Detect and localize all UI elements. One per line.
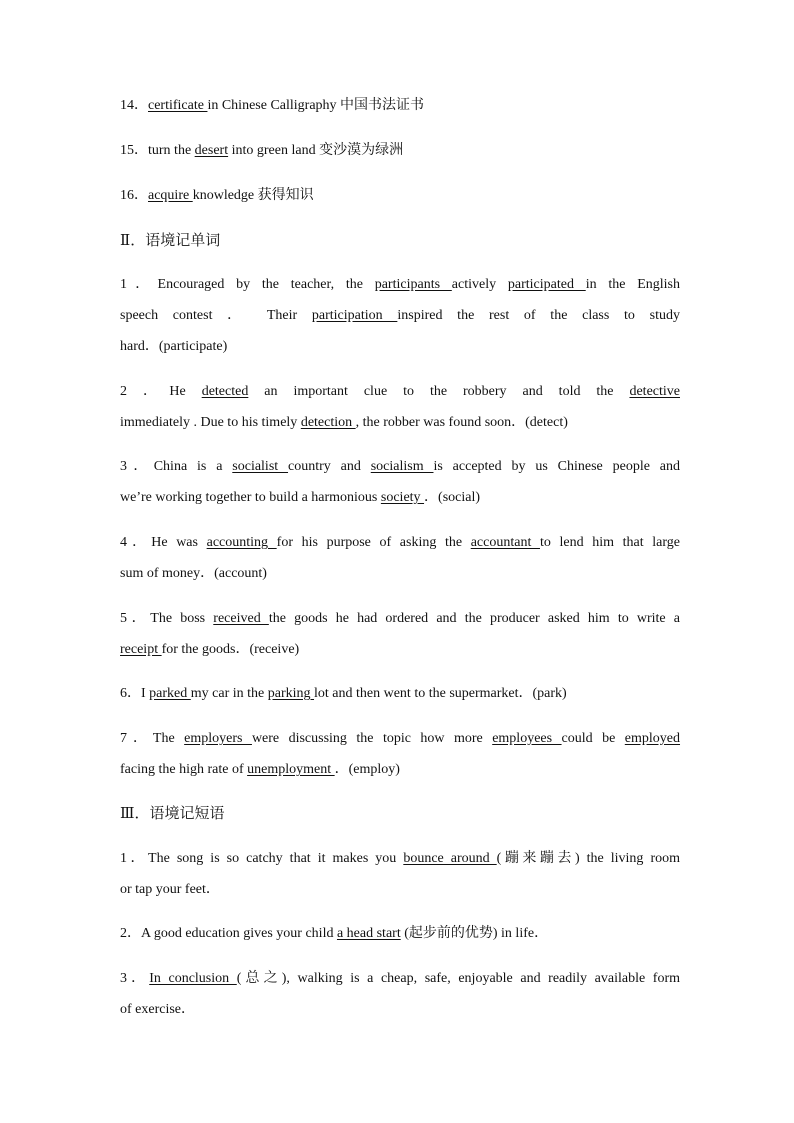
vocab-item-14	[120, 96, 680, 116]
text-segment: sum of money．(account)	[120, 566, 267, 581]
text-segment: 14．	[120, 98, 148, 113]
text-segment: in the English	[585, 277, 681, 292]
text-segment: in Chinese Calligraphy 中国书法证书	[207, 98, 425, 113]
answer-blank: participation	[311, 308, 398, 323]
phrase-exercise-1-line-1	[120, 849, 680, 869]
text-segment: Ⅲ．语境记短语	[120, 806, 225, 822]
exercise-7-line-1	[120, 729, 680, 749]
answer-blank: acquire	[148, 188, 193, 203]
answer-blank: bounce around	[403, 851, 497, 866]
text-segment: 15．turn the	[120, 143, 195, 158]
text-segment: immediately . Due to his timely	[120, 415, 301, 430]
text-segment: or tap your feet．	[120, 882, 220, 897]
exercise-1-line-3	[120, 337, 680, 357]
vocab-item-15	[120, 141, 680, 161]
text-segment: 7．The	[120, 731, 185, 746]
answer-blank: received	[213, 611, 269, 626]
text-segment: is accepted by us Chinese people and	[433, 459, 681, 474]
answer-blank: participated	[507, 277, 586, 292]
text-segment: 3．	[120, 971, 150, 986]
text-segment: an important clue to the robbery and told the	[248, 384, 630, 399]
answer-blank: employers	[184, 731, 252, 746]
exercise-2-line-1	[120, 382, 680, 402]
answer-blank: detective	[629, 384, 680, 399]
text-segment: 1．Encouraged by the teacher, the	[120, 277, 375, 292]
text-segment: 1．The song is so catchy that it makes you	[120, 851, 404, 866]
text-segment: could be	[561, 731, 625, 746]
text-segment: were discussing the topic how more	[251, 731, 493, 746]
answer-blank: a head start	[336, 926, 401, 941]
answer-blank: employees	[492, 731, 562, 746]
text-segment: actively	[451, 277, 508, 292]
text-segment: speech contest ． Their	[120, 308, 312, 323]
text-segment: 6．I	[120, 686, 150, 701]
text-segment: (总之), walking is a cheap, safe, enjoyable and readily available form	[236, 971, 681, 986]
exercise-1-line-2	[120, 306, 680, 326]
answer-blank: socialist	[232, 459, 289, 474]
answer-blank: unemployment	[247, 762, 335, 777]
text-segment: (蹦来蹦去) the living room	[496, 851, 680, 866]
answer-blank: detected	[201, 384, 249, 399]
exercise-4-line-1	[120, 533, 680, 553]
exercise-2-line-2	[120, 413, 680, 433]
text-segment: the goods he had ordered and the producer asked him to write a	[268, 611, 680, 626]
answer-blank: participants	[374, 277, 452, 292]
text-segment: lot and then went to the supermarket．(park)	[314, 686, 567, 701]
answer-blank: accounting	[206, 535, 277, 550]
answer-blank: In conclusion	[149, 971, 237, 986]
exercise-6-line-1	[120, 684, 680, 704]
text-segment: hard．(participate)	[120, 339, 228, 354]
text-segment: Ⅱ．语境记单词	[120, 233, 221, 249]
text-segment: ．(employ)	[334, 762, 400, 777]
exercise-5-line-1	[120, 609, 680, 629]
text-segment: 3．China is a	[120, 459, 233, 474]
exercise-4-line-2	[120, 564, 680, 584]
section-heading-words-in-context	[120, 231, 680, 251]
text-segment: (起步前的优势) in life．	[400, 926, 549, 941]
answer-blank: accountant	[470, 535, 540, 550]
exercise-3-line-2	[120, 488, 680, 508]
exercise-3-line-1	[120, 457, 680, 477]
text-segment: 4．He was	[120, 535, 207, 550]
text-segment: inspired the rest of the class to study	[397, 308, 680, 323]
answer-blank: parked	[149, 686, 191, 701]
answer-blank: parking	[267, 686, 315, 701]
phrase-exercise-1-line-2	[120, 880, 680, 900]
answer-blank: socialism	[370, 459, 434, 474]
text-segment: into green land 变沙漠为绿洲	[228, 143, 404, 158]
text-segment: ．(social)	[424, 490, 481, 505]
text-segment: facing the high rate of	[120, 762, 248, 777]
text-segment: 2．A good education gives your child	[120, 926, 337, 941]
text-segment: , the robber was found soon．(detect)	[355, 415, 568, 430]
text-segment: for his purpose of asking the	[276, 535, 471, 550]
exercise-7-line-2	[120, 760, 680, 780]
text-segment: 16．	[120, 188, 148, 203]
text-segment: knowledge 获得知识	[192, 188, 314, 203]
answer-blank: detection	[300, 415, 356, 430]
phrase-exercise-3-line-1	[120, 969, 680, 989]
answer-blank: receipt	[120, 642, 162, 657]
text-segment: we’re working together to build a harmonious	[120, 490, 381, 505]
text-segment: 2 ．He	[120, 384, 202, 399]
phrase-exercise-2-line-1	[120, 924, 680, 944]
answer-blank: certificate	[148, 98, 208, 113]
phrase-exercise-3-line-2	[120, 1000, 680, 1020]
exercise-1-line-1	[120, 275, 680, 295]
text-segment: for the goods．(receive)	[161, 642, 300, 657]
answer-blank: desert	[194, 143, 229, 158]
text-segment: 5．The boss	[120, 611, 214, 626]
text-segment: of exercise．	[120, 1002, 196, 1017]
text-segment: country and	[288, 459, 371, 474]
vocab-item-16	[120, 186, 680, 206]
answer-blank: society	[380, 490, 425, 505]
section-heading-phrases-in-context	[120, 804, 680, 824]
answer-blank: employed	[624, 731, 681, 746]
text-segment: my car in the	[190, 686, 268, 701]
text-segment: to lend him that large	[539, 535, 680, 550]
exercise-5-line-2	[120, 640, 680, 660]
